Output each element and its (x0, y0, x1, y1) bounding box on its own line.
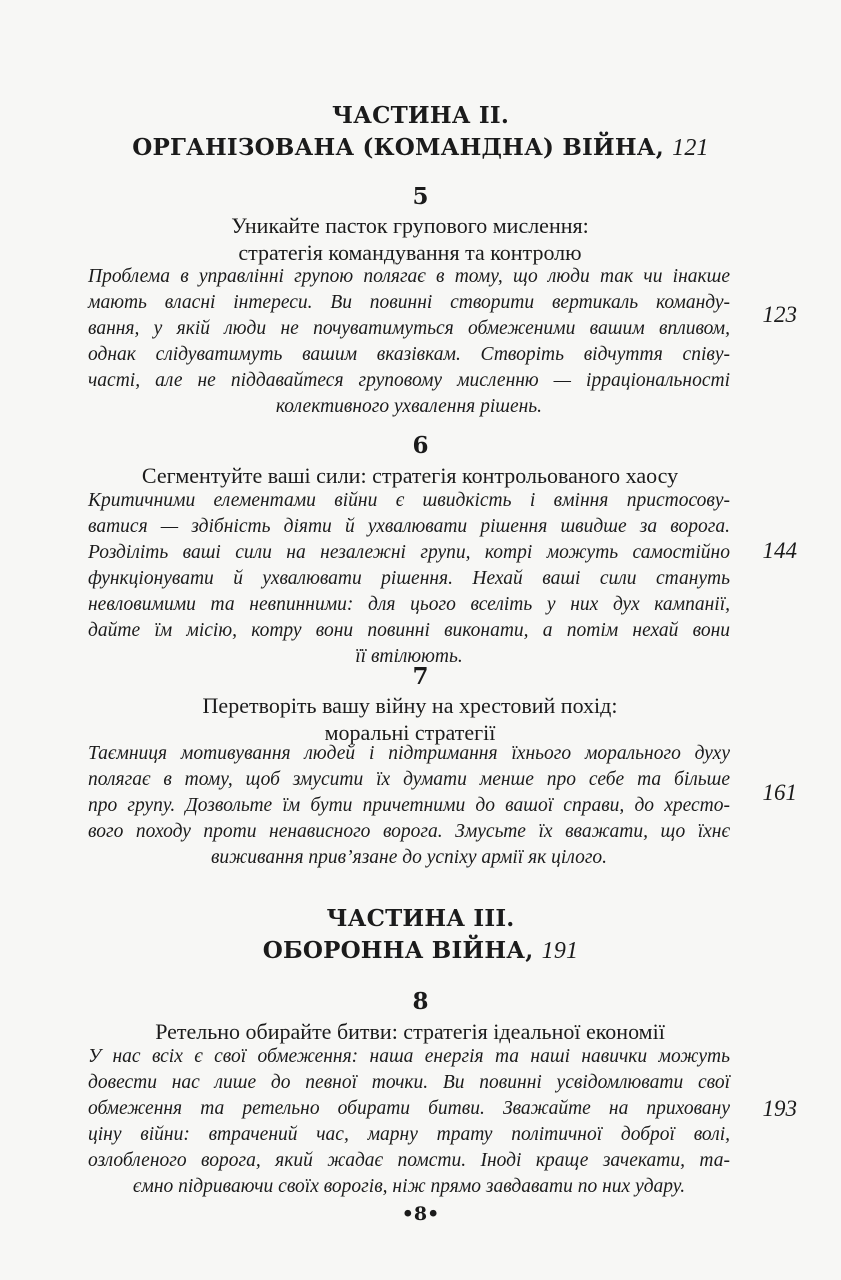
chapter-number: 5 (412, 183, 429, 210)
chapter-number: 7 (412, 663, 429, 690)
part-heading-2 (0, 100, 841, 164)
part-page-number: 191 (541, 938, 579, 964)
part-page-number: 121 (672, 135, 709, 161)
chapter-title: Ретельно обирайте битви: стратегія ідеальної економії (155, 1019, 665, 1044)
chapter-number: 6 (412, 432, 429, 459)
page-folio: •8• (401, 1203, 440, 1225)
chapter-description: У нас всіх є свої обмеження: наша енергія та наші навички можуть довести нас лише до певної точки. Ви повинні усвідомлювати свої обмеження та ретельно обирати битви. Зважайте на приховану ціну війни: втрачений час, марну трату політичної доброї волі, озлобленого ворога, який жадає помсти. Іноді краще зачекати, та- ємно підриваючи своїх ворогів, ніж прямо завдавати по них удару. (88, 1046, 730, 1197)
chapter-number: 8 (412, 988, 429, 1015)
chapter-page-number: 123 (762, 302, 797, 327)
part-title: ЧАСТИНА II. (331, 102, 510, 129)
chapter-page-number: 144 (762, 538, 797, 563)
chapter-description: Проблема в управлінні групою полягає в тому, що люди так чи інакше мають власні інтереси. Ви повинні створити вертикаль команду- вання, у якій люди не почуватимуться обмеженими вашим впливом, однак слідуватимуть вашим вказівкам. Створіть відчуття співу- часті, але не піддавайтеся груповому мисленню — ірраціональності колективного ухвалення рішень. (88, 266, 730, 417)
part-subtitle: ОБОРОННА ВІЙНА, 191 (262, 937, 579, 964)
chapter-description: Критичними елементами війни є швидкість і вміння пристосову- ватися — здібність діяти й ухвалювати рішення швидше за ворога. Розділіть ваші сили на незалежні групи, котрі можуть самостійно функціонувати й ухвалювати рішення. Нехай ваші сили стануть невловимими та невпинними: для цього вселіть у них дух кампанії, дайте їм місію, котру вони повинні виконати, а потім нехай вони її втілюють. (88, 490, 730, 667)
chapter-page-number: 161 (762, 780, 797, 805)
part-title: ЧАСТИНА III. (326, 905, 515, 932)
part-subtitle: ОРГАНІЗОВАНА (КОМАНДНА) ВІЙНА, 121 (132, 134, 709, 161)
chapter-description: Таємниця мотивування людей і підтримання їхнього морального духу полягає в тому, щоб змусити їх думати менше про себе та більше про групу. Дозвольте їм бути причетними до вашої справи, до хресто- вого походу проти ненависного ворога. Змусьте їх вважати, що їхнє виживання прив’язане до успіху армії як цілого. (88, 743, 730, 868)
chapter-page-number: 193 (762, 1096, 797, 1121)
chapter-title: Уникайте пасток групового мислення: стратегія командування та контролю (231, 213, 589, 265)
chapter-title: Перетворіть вашу війну на хрестовий похід: моральні стратегії (202, 693, 618, 745)
chapter-title: Сегментуйте ваші сили: стратегія контрольованого хаосу (141, 463, 679, 488)
part-heading-3 (0, 903, 841, 967)
